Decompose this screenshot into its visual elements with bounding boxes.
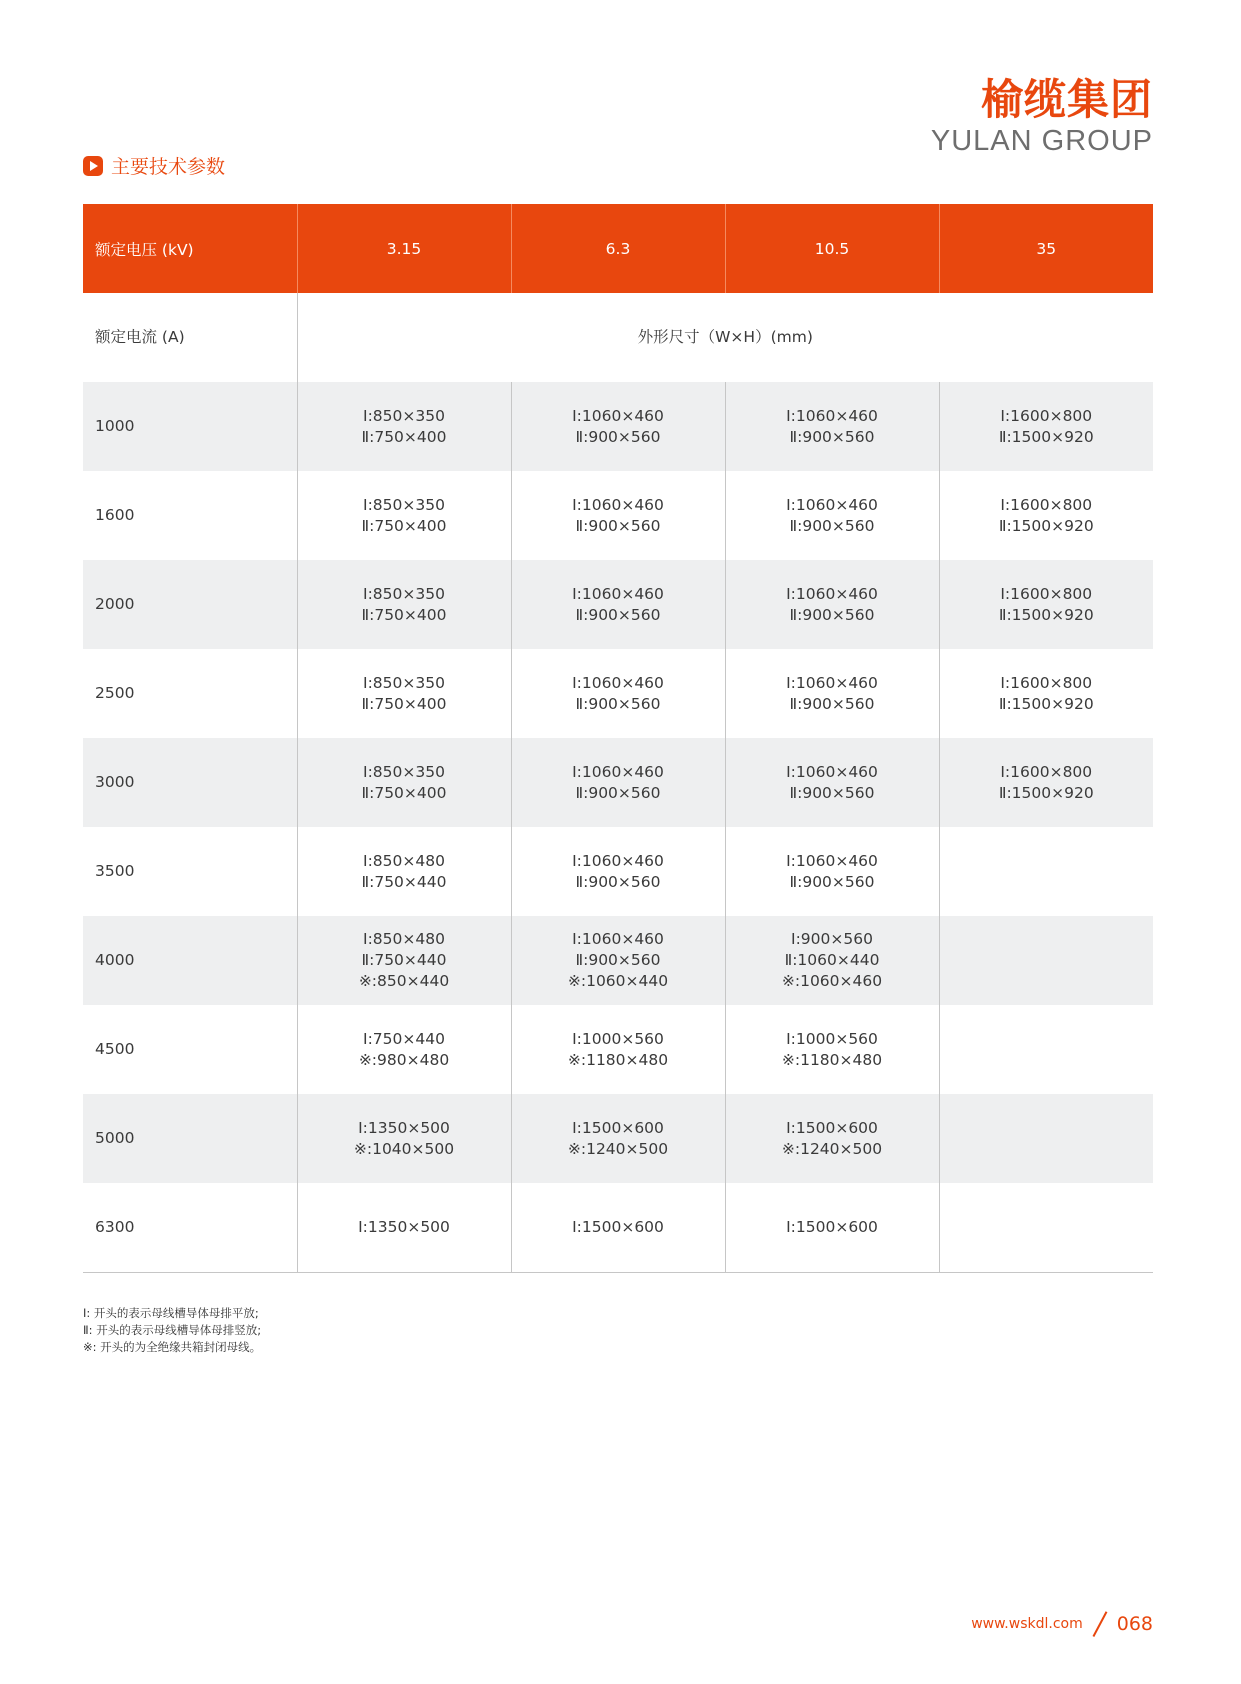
dimension-value: Ⅱ:900×560: [789, 605, 875, 624]
table-row: [83, 1005, 1153, 1094]
dimension-value: Ⅱ:900×560: [575, 951, 661, 969]
voltage-header-cell: 6.3: [511, 204, 725, 293]
current-value: 6300: [83, 1183, 297, 1272]
current-value: 5000: [83, 1094, 297, 1183]
current-value: 4000: [83, 916, 297, 1005]
dimension-value: Ⅱ:1500×920: [998, 694, 1094, 713]
dimension-cell: [725, 560, 939, 649]
dimension-cell: [297, 1005, 511, 1094]
dimension-value: Ⅱ:900×560: [789, 872, 875, 891]
dimension-value: Ⅱ:900×560: [575, 427, 661, 446]
dimension-label: 外形尺寸（W×H）(mm): [297, 293, 1153, 382]
dimension-cell: [511, 649, 725, 738]
dimension-value: ※:1040×500: [353, 1139, 455, 1158]
current-value: 3500: [95, 862, 135, 880]
dimension-cell: [939, 738, 1153, 827]
dimension-value: Ⅱ:1500×920: [998, 516, 1094, 535]
dimension-value: Ⅱ:900×560: [789, 427, 875, 446]
dimension-value: Ⅰ:850×350: [363, 406, 445, 425]
dimension-value: Ⅱ:750×400: [361, 694, 447, 713]
dimension-value: Ⅱ:900×560: [575, 872, 661, 891]
brand-logo: [931, 76, 1153, 158]
dimension-value: ※:850×440: [358, 972, 450, 990]
section-title: 主要技术参数: [111, 156, 226, 178]
current-value: 1600: [95, 506, 135, 524]
table-row: [83, 560, 1153, 649]
dimension-value: Ⅰ:1000×560: [786, 1029, 878, 1048]
parameters-table: [83, 204, 1153, 1273]
dimension-cell: [939, 560, 1153, 649]
table-row: [83, 1094, 1153, 1183]
dimension-value: Ⅰ:1060×460: [572, 495, 664, 514]
dimension-value: Ⅱ:900×560: [575, 694, 661, 713]
dimension-cell: [725, 1094, 939, 1183]
current-value: 3000: [83, 738, 297, 827]
table-row: [83, 382, 1153, 471]
note-line: Ⅱ: 开头的表示母线槽导体母排竖放;: [83, 1323, 262, 1337]
dimension-cell: [725, 1005, 939, 1094]
slash-divider: [1089, 1612, 1111, 1636]
dimension-value: Ⅰ:1060×460: [572, 851, 664, 870]
dimension-value: Ⅱ:900×560: [789, 783, 875, 802]
dimension-cell: [939, 916, 1153, 1005]
dimension-cell: [297, 649, 511, 738]
dimension-value: Ⅰ:1060×460: [786, 762, 878, 781]
dimension-cell: [297, 382, 511, 471]
dimension-value: Ⅰ:1060×460: [786, 584, 878, 603]
dimension-cell: [725, 649, 939, 738]
dimension-value: Ⅰ:1060×460: [572, 930, 664, 948]
current-value: 2000: [83, 560, 297, 649]
dimension-cell: [297, 471, 511, 560]
dimension-value: Ⅰ:1060×460: [786, 495, 878, 514]
dimension-value: ※:980×480: [358, 1050, 450, 1069]
dimension-value: Ⅰ:1060×460: [786, 851, 878, 870]
play-icon: [83, 156, 103, 176]
table-row: [83, 649, 1153, 738]
current-value: 1000: [83, 382, 297, 471]
dimension-cell: [297, 1094, 511, 1183]
dimension-cell: [297, 827, 511, 916]
dimension-cell: [725, 471, 939, 560]
website-link[interactable]: www.wskdl.com: [971, 1616, 1083, 1632]
dimension-value: Ⅰ:1600×800: [1000, 673, 1093, 692]
table-row: [83, 738, 1153, 827]
dimension-value: ※:1180×480: [781, 1050, 883, 1069]
dimension-cell: [725, 738, 939, 827]
dimension-value: Ⅱ:900×560: [575, 516, 661, 535]
dimension-cell: [511, 471, 725, 560]
dimension-value: Ⅰ:850×480: [363, 851, 445, 870]
dimension-value: Ⅰ:1500×600: [786, 1217, 878, 1236]
dimension-value: Ⅱ:900×560: [789, 694, 875, 713]
voltage-header-row: [83, 204, 1153, 293]
dimension-cell: [511, 1094, 725, 1183]
voltage-header-cell: 35: [939, 204, 1153, 293]
dimension-value: Ⅱ:1500×920: [998, 605, 1094, 624]
voltage-header-label: 额定电压 (kV): [83, 204, 297, 293]
dimension-cell: [297, 738, 511, 827]
dimension-cell: [297, 916, 511, 1005]
dimension-value: Ⅰ:1500×600: [572, 1217, 664, 1236]
dimension-cell: [939, 471, 1153, 560]
brand-name-cn: 榆缆集团: [980, 75, 1153, 124]
dimension-cell: [939, 382, 1153, 471]
dimension-value: Ⅰ:850×350: [363, 495, 445, 514]
dimension-value: Ⅱ:750×440: [361, 951, 447, 969]
dimension-value: Ⅰ:1060×460: [786, 673, 878, 692]
notes: [83, 1305, 261, 1356]
dimension-value: Ⅰ:750×440: [363, 1029, 445, 1048]
dimension-value: Ⅰ:1600×800: [1000, 762, 1093, 781]
dimension-value: Ⅰ:900×560: [791, 930, 873, 948]
dimension-value: Ⅱ:900×560: [575, 783, 661, 802]
dimension-cell: [297, 1183, 511, 1272]
dimension-value: Ⅱ:1500×920: [998, 783, 1094, 802]
dimension-value: Ⅰ:1350×500: [358, 1118, 450, 1137]
dimension-cell: [511, 382, 725, 471]
dimension-cell: [725, 916, 939, 1005]
dimension-value: Ⅰ:850×480: [363, 930, 445, 948]
dimension-value: Ⅰ:850×350: [363, 762, 445, 781]
dimension-cell: [511, 738, 725, 827]
dimension-value: Ⅰ:850×350: [363, 673, 445, 692]
dimension-value: Ⅱ:1500×920: [998, 427, 1094, 446]
dimension-cell: [511, 1005, 725, 1094]
dimension-value: Ⅱ:1060×440: [784, 951, 880, 969]
dimension-value: ※:1240×500: [567, 1139, 669, 1158]
dimension-value: Ⅰ:850×350: [363, 584, 445, 603]
voltage-header-cell: 10.5: [725, 204, 939, 293]
dimension-value: ※:1180×480: [567, 1050, 669, 1069]
page-number: 068: [1116, 1613, 1153, 1635]
dimension-value: Ⅰ:1000×560: [572, 1029, 664, 1048]
dimension-value: Ⅰ:1350×500: [358, 1217, 450, 1236]
dimension-cell: [939, 827, 1153, 916]
dimension-value: ※:1060×460: [781, 972, 883, 990]
dimension-cell: [511, 916, 725, 1005]
dimension-cell: [511, 560, 725, 649]
current-value: 2500: [95, 684, 135, 702]
table-row: [83, 1183, 1153, 1272]
note-line: Ⅰ: 开头的表示母线槽导体母排平放;: [83, 1306, 259, 1320]
dimension-cell: [939, 1094, 1153, 1183]
dimension-value: Ⅰ:1060×460: [572, 406, 664, 425]
dimension-cell: [511, 827, 725, 916]
current-value: 4500: [95, 1040, 135, 1058]
dimension-value: Ⅰ:1500×600: [572, 1118, 664, 1137]
dimension-cell: [511, 1183, 725, 1272]
current-label: 额定电流 (A): [83, 293, 297, 382]
page-footer: [971, 1612, 1153, 1636]
dimension-cell: [725, 1183, 939, 1272]
dimension-value: Ⅱ:900×560: [789, 516, 875, 535]
dimension-value: Ⅰ:1060×460: [572, 762, 664, 781]
dimension-value: Ⅰ:1500×600: [786, 1118, 878, 1137]
dimension-value: Ⅰ:1600×800: [1000, 495, 1093, 514]
table-row: [83, 827, 1153, 916]
dimension-cell: [725, 827, 939, 916]
dimension-cell: [297, 560, 511, 649]
dimension-value: ※:1240×500: [781, 1139, 883, 1158]
subheader-row: [83, 293, 1153, 382]
voltage-header-cell: 3.15: [297, 204, 511, 293]
dimension-cell: [939, 1183, 1153, 1272]
dimension-value: Ⅰ:1600×800: [1000, 406, 1093, 425]
dimension-value: Ⅱ:750×400: [361, 783, 447, 802]
dimension-cell: [939, 1005, 1153, 1094]
dimension-value: Ⅰ:1060×460: [572, 584, 664, 603]
dimension-value: Ⅱ:750×400: [361, 427, 447, 446]
dimension-value: ※:1060×440: [567, 972, 669, 990]
dimension-value: Ⅰ:1600×800: [1000, 584, 1093, 603]
dimension-value: Ⅱ:900×560: [575, 605, 661, 624]
dimension-value: Ⅰ:1060×460: [786, 406, 878, 425]
note-line: ※: 开头的为全绝缘共箱封闭母线。: [83, 1340, 262, 1354]
dimension-value: Ⅱ:750×440: [361, 872, 447, 891]
dimension-cell: [939, 649, 1153, 738]
table-row: [83, 471, 1153, 560]
dimension-value: Ⅱ:750×400: [361, 516, 447, 535]
dimension-value: Ⅱ:750×400: [361, 605, 447, 624]
section-heading: [83, 152, 225, 179]
brand-name-en: YULAN GROUP: [930, 125, 1153, 157]
table-row: [83, 916, 1153, 1005]
dimension-cell: [725, 382, 939, 471]
dimension-value: Ⅰ:1060×460: [572, 673, 664, 692]
